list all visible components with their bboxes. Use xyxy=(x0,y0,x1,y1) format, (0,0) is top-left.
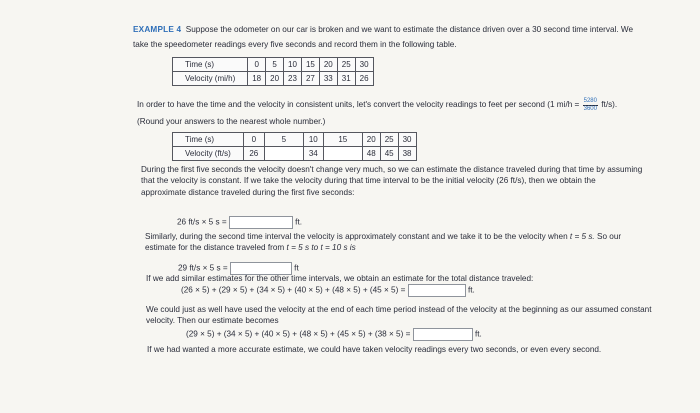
table-cell: 0 xyxy=(243,133,264,147)
equation-1-unit: ft. xyxy=(295,217,302,227)
conversion-fraction xyxy=(583,98,598,112)
table-row xyxy=(173,147,417,161)
table-cell: 26 xyxy=(243,147,264,161)
distance-answer-1-input[interactable] xyxy=(229,216,293,229)
intro-text-2: take the speedometer readings every five seconds and record them in the following table. xyxy=(133,40,457,49)
para2-time: t = 5 s. xyxy=(569,232,595,241)
table-cell: 33 xyxy=(319,72,337,86)
table-cell: 34 xyxy=(303,147,323,161)
table-cell: 20 xyxy=(319,58,337,72)
table-cell: 20 xyxy=(362,133,380,147)
table-cell: 0 xyxy=(248,58,266,72)
table-cell: 30 xyxy=(355,58,373,72)
fraction-denominator: 3600 xyxy=(583,105,597,112)
total-distance-right-input[interactable] xyxy=(413,328,473,341)
table-cell: 5 xyxy=(266,58,284,72)
equation-2-expr: 29 ft/s × 5 s = xyxy=(178,263,228,273)
row-label-time: Time (s) xyxy=(173,58,248,72)
table-cell: 25 xyxy=(337,58,355,72)
equation-3 xyxy=(181,284,475,297)
convert-text-end: ft/s). xyxy=(601,100,618,110)
equation-4-expr: (29 × 5) + (34 × 5) + (40 × 5) + (48 × 5) + (45 × 5) + (38 × 5) = xyxy=(186,329,411,339)
para1-line2: that the velocity is constant. If we take the velocity during that time interval to be the initial velocity (26 ft/s), then we obtain the xyxy=(141,176,596,185)
para5-line1: If we had wanted a more accurate estimate, we could have taken velocity readings every two seconds, or even every second. xyxy=(147,345,602,354)
equation-1 xyxy=(177,216,302,229)
table-row xyxy=(173,133,417,147)
table-cell: 38 xyxy=(398,147,416,161)
equation-3-unit: ft. xyxy=(467,285,475,295)
row-label-velocity: Velocity (mi/h) xyxy=(173,72,248,86)
equation-3-expr: (26 × 5) + (29 × 5) + (34 × 5) + (40 × 5) + (48 × 5) + (45 × 5) = xyxy=(181,285,406,295)
example-label: EXAMPLE 4 xyxy=(133,25,182,34)
para2-text: Similarly, during the second time interval the velocity is approximately constant and we take it to be the velocity when xyxy=(145,232,568,241)
velocity-at-15s-input[interactable] xyxy=(323,147,362,161)
para2-text2: estimate for the distance traveled from xyxy=(145,243,285,252)
para2-interval: t = 5 s to t = 10 s is xyxy=(286,243,356,252)
para1-line3: approximate distance traveled during the first five seconds: xyxy=(141,188,355,197)
convert-line1 xyxy=(137,98,617,112)
table-cell: 15 xyxy=(323,133,362,147)
para2-line2 xyxy=(145,243,356,252)
row-label-velocity: Velocity (ft/s) xyxy=(173,147,244,161)
row-label-time: Time (s) xyxy=(173,133,244,147)
table-cell: 27 xyxy=(301,72,319,86)
para4-line2: velocity. Then our estimate becomes xyxy=(146,316,279,325)
table-cell: 25 xyxy=(380,133,398,147)
example-intro-line1 xyxy=(133,25,633,34)
equation-2-unit: ft xyxy=(294,263,299,273)
para1-line1: During the first five seconds the velocity doesn't change very much, so we can estimate the distance traveled during that time by assuming xyxy=(141,165,643,174)
total-distance-left-input[interactable] xyxy=(408,284,466,297)
table-cell: 15 xyxy=(301,58,319,72)
table-cell: 10 xyxy=(303,133,323,147)
table-cell: 31 xyxy=(337,72,355,86)
table-cell: 10 xyxy=(284,58,302,72)
equation-1-expr: 26 ft/s × 5 s = xyxy=(177,217,227,227)
para4-line1: We could just as well have used the velocity at the end of each time period instead of the velocity at the beginning as our assumed constant xyxy=(146,305,652,314)
para2-text-end: So our xyxy=(597,232,622,241)
fraction-numerator: 5280 xyxy=(583,98,597,104)
speed-table-mph xyxy=(172,57,374,86)
table-row xyxy=(173,72,374,86)
velocity-at-5s-input[interactable] xyxy=(264,147,303,161)
round-instruction: (Round your answers to the nearest whole number.) xyxy=(137,117,326,126)
equation-4 xyxy=(186,328,482,341)
convert-text: In order to have the time and the velocity in consistent units, let's convert the velocity readings to feet per second (1 mi/h = xyxy=(137,100,580,110)
table-cell: 45 xyxy=(380,147,398,161)
equation-4-unit: ft. xyxy=(474,329,482,339)
table-cell: 23 xyxy=(284,72,302,86)
table-cell: 26 xyxy=(355,72,373,86)
para2-line1 xyxy=(145,232,621,241)
speed-table-fts xyxy=(172,132,417,161)
table-cell: 30 xyxy=(398,133,416,147)
table-cell: 48 xyxy=(362,147,380,161)
para3-line1: If we add similar estimates for the other time intervals, we obtain an estimate for the total distance traveled: xyxy=(146,274,534,283)
table-cell: 18 xyxy=(248,72,266,86)
table-cell: 5 xyxy=(264,133,303,147)
table-row xyxy=(173,58,374,72)
table-cell: 20 xyxy=(266,72,284,86)
intro-text-1: Suppose the odometer on our car is broken and we want to estimate the distance driven over a 30 second time interval. We xyxy=(185,25,634,34)
